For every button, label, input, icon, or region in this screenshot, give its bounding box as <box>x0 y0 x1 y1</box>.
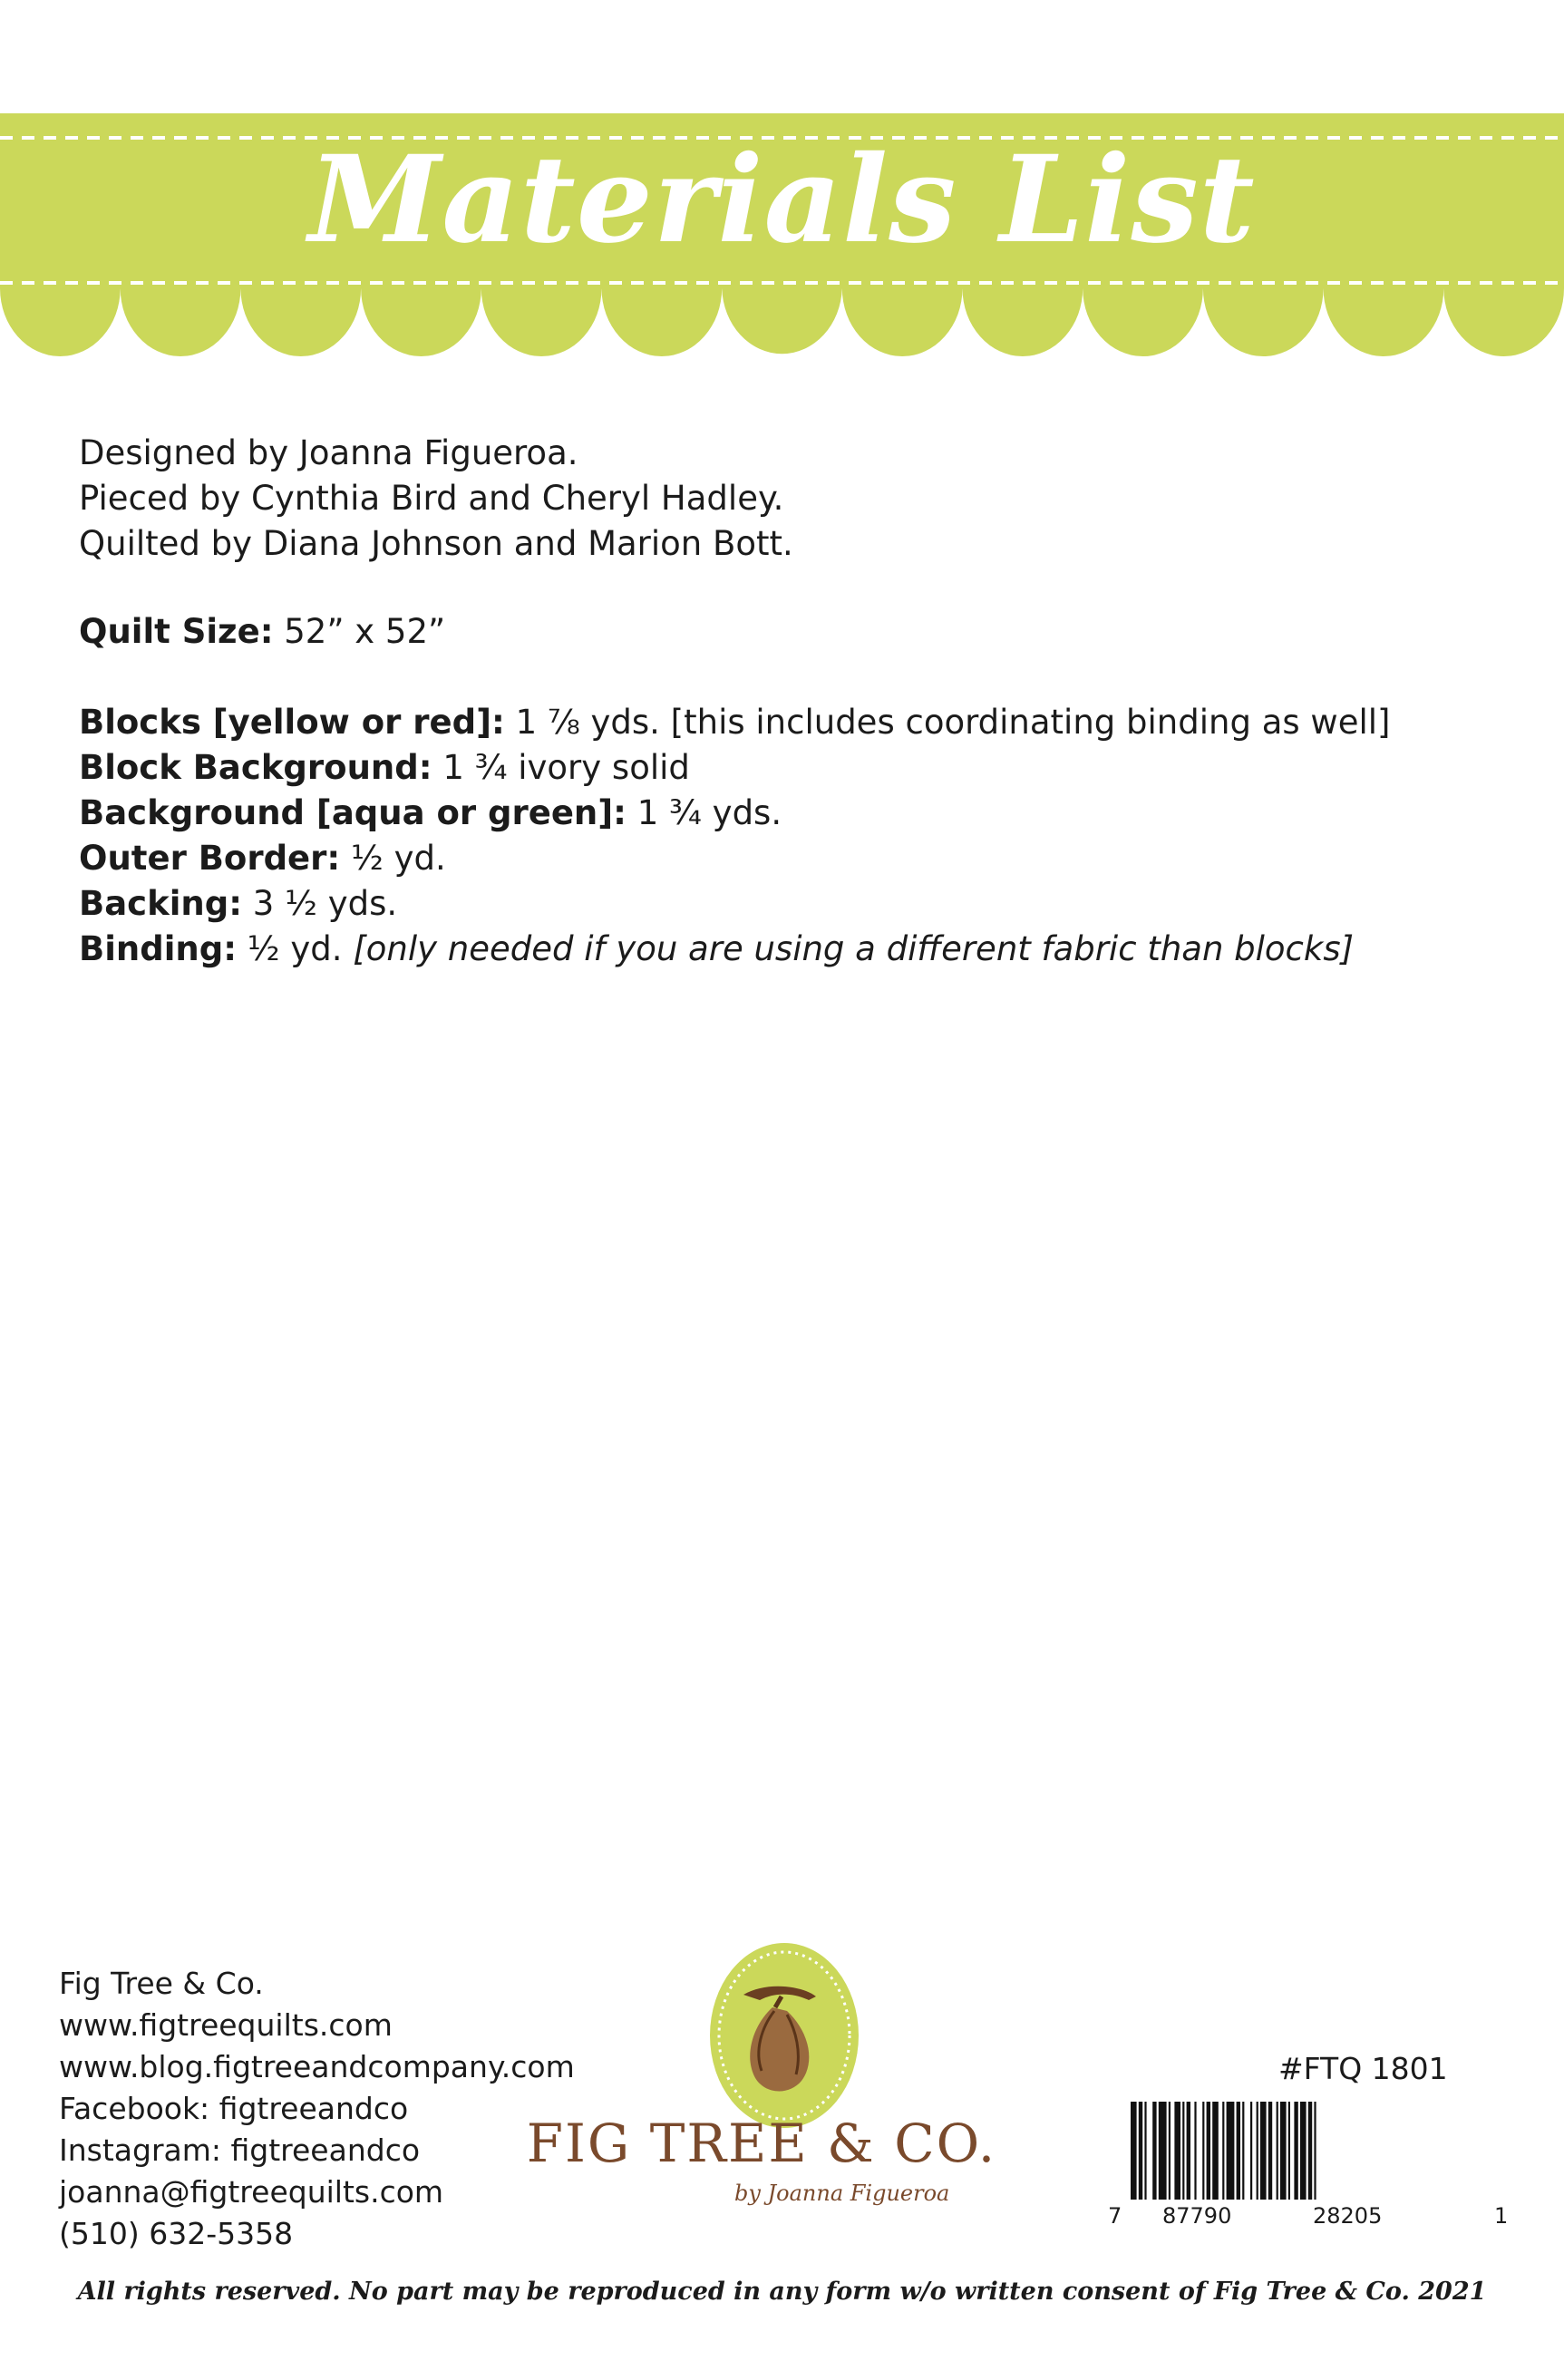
barcode-bar <box>1159 2102 1167 2200</box>
quilt-size-label: Quilt Size: <box>79 612 274 651</box>
barcode-bar <box>1237 2102 1240 2200</box>
material-label: Background [aqua or green]: <box>79 793 627 832</box>
barcode-bar <box>1144 2102 1146 2200</box>
barcode-bar <box>1131 2102 1137 2200</box>
material-value: ½ yd. <box>237 929 354 968</box>
material-value: 1 ⅞ yds. [this includes coordinating binding as well] <box>504 703 1391 742</box>
logo-brand-text: FIG TREE & CO. <box>526 2113 997 2174</box>
material-item <box>79 881 1390 927</box>
instagram-handle: Instagram: figtreeandco <box>59 2132 421 2168</box>
page-title: Materials List <box>308 130 1256 270</box>
phone-number: (510) 632-5358 <box>59 2216 294 2251</box>
material-note: [only needed if you are using a different fabric than blocks] <box>353 929 1355 968</box>
barcode-right-digit: 1 <box>1494 2203 1509 2229</box>
product-code: #FTQ 1801 <box>1278 2051 1448 2086</box>
barcode-bar <box>1182 2102 1184 2200</box>
barcode-bar <box>1277 2102 1278 2200</box>
logo-byline: by Joanna Figueroa <box>734 2181 950 2206</box>
barcode-bar <box>1294 2102 1297 2200</box>
quilt-size <box>79 609 445 655</box>
barcode-bar <box>1250 2102 1252 2200</box>
barcode <box>1129 2102 1510 2201</box>
barcode-bar <box>1194 2102 1196 2200</box>
material-value: ½ yd. <box>340 839 446 878</box>
barcode-bar <box>1139 2102 1142 2200</box>
quilt-size-value: 52” x 52” <box>273 612 446 651</box>
material-label: Blocks [yellow or red]: <box>79 703 505 742</box>
company-name: Fig Tree & Co. <box>59 1966 264 2001</box>
barcode-bar <box>1257 2102 1258 2200</box>
barcode-digits-group2: 28205 <box>1313 2203 1383 2229</box>
material-value: 3 ½ yds. <box>242 884 398 923</box>
contact-block <box>59 1963 575 2255</box>
barcode-bar <box>1268 2102 1272 2200</box>
barcode-bar <box>1169 2102 1171 2200</box>
quilter-credit: Quilted by Diana Johnson and Marion Bott. <box>79 524 793 563</box>
designer-credit: Designed by Joanna Figueroa. <box>79 433 578 472</box>
material-item <box>79 745 1390 791</box>
barcode-bar <box>1242 2102 1244 2200</box>
barcode-bar <box>1280 2102 1287 2200</box>
barcode-bar <box>1314 2102 1316 2200</box>
material-item <box>79 791 1390 836</box>
barcode-bar <box>1202 2102 1204 2200</box>
barcode-bar <box>1174 2102 1180 2200</box>
website-link[interactable]: www.figtreequilts.com <box>59 2007 393 2043</box>
material-label: Block Background: <box>79 748 432 787</box>
barcode-bar <box>1288 2102 1290 2200</box>
material-value: 1 ¾ yds. <box>626 793 782 832</box>
material-value: 1 ¾ ivory solid <box>432 748 690 787</box>
barcode-bar <box>1207 2102 1210 2200</box>
barcode-bar <box>1260 2102 1267 2200</box>
material-label: Binding: <box>79 929 238 968</box>
barcode-bar <box>1222 2102 1224 2200</box>
facebook-handle: Facebook: figtreeandco <box>59 2091 409 2126</box>
blog-link[interactable]: www.blog.figtreeandcompany.com <box>59 2049 575 2084</box>
material-item <box>79 700 1390 745</box>
material-label: Backing: <box>79 884 243 923</box>
barcode-bar <box>1300 2102 1307 2200</box>
barcode-bar <box>1308 2102 1312 2200</box>
copyright-notice: All rights reserved. No part may be reproduced in any form w/o written consent of Fig Tree & Co. 2021 <box>77 2278 1487 2306</box>
credits-block <box>79 431 793 567</box>
piecer-credit: Pieced by Cynthia Bird and Cheryl Hadley. <box>79 479 784 518</box>
barcode-bar <box>1152 2102 1156 2200</box>
barcode-bar <box>1227 2102 1235 2200</box>
material-item <box>79 836 1390 881</box>
email-link[interactable]: joanna@figtreequilts.com <box>59 2174 444 2210</box>
barcode-left-digit: 7 <box>1108 2203 1122 2229</box>
material-item <box>79 927 1390 972</box>
material-label: Outer Border: <box>79 839 341 878</box>
barcode-bar <box>1187 2102 1190 2200</box>
barcode-digits-group1: 87790 <box>1162 2203 1232 2229</box>
materials-list <box>79 700 1390 972</box>
barcode-bar <box>1212 2102 1219 2200</box>
